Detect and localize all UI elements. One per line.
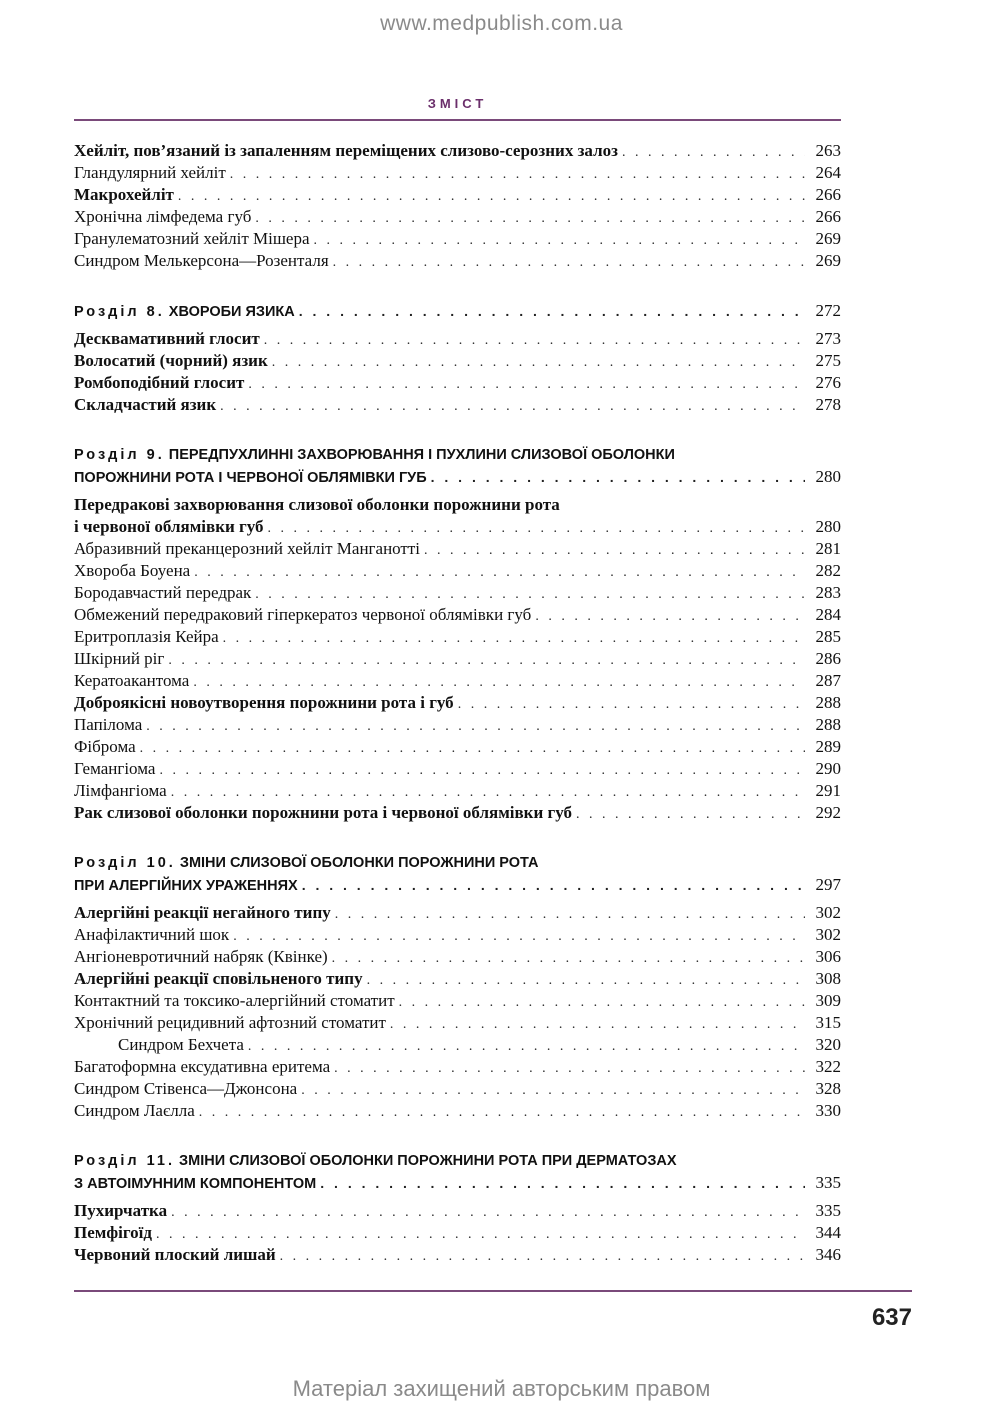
leader-dots bbox=[622, 142, 805, 164]
chapter-title-line2: ПОРОЖНИНИ РОТА І ЧЕРВОНОЇ ОБЛЯМІВКИ ГУБ bbox=[74, 470, 427, 486]
toc-entry[interactable] bbox=[74, 1012, 841, 1034]
entry-title: Обмежений передраковий гіперкератоз червоної облямівки губ bbox=[74, 605, 532, 624]
entry-page: 288 bbox=[815, 693, 841, 712]
toc-entry[interactable] bbox=[74, 538, 841, 560]
watermark-url: www.medpublish.com.ua bbox=[380, 12, 623, 35]
entry-page: 320 bbox=[815, 1035, 841, 1054]
leader-dots bbox=[576, 804, 805, 826]
entry-title: Синдром Лаєлла bbox=[74, 1101, 195, 1120]
leader-dots bbox=[171, 782, 805, 804]
entry-title: Передракові захворювання слизової оболонки порожнини рота bbox=[74, 495, 560, 514]
leader-dots bbox=[390, 1014, 805, 1036]
toc-entry[interactable] bbox=[74, 350, 841, 372]
entry-page: 269 bbox=[815, 251, 841, 270]
chapter-page: 335 bbox=[815, 1173, 841, 1192]
entry-page: 306 bbox=[815, 947, 841, 966]
entry-title: Складчастий язик bbox=[74, 395, 217, 414]
chapter-entry-line2[interactable] bbox=[74, 466, 841, 488]
entry-page: 264 bbox=[815, 163, 841, 182]
leader-dots bbox=[301, 1080, 805, 1102]
chapter-entry-line2[interactable] bbox=[74, 874, 841, 896]
toc-entry[interactable] bbox=[74, 626, 841, 648]
toc-entry[interactable] bbox=[74, 648, 841, 670]
toc-entry[interactable] bbox=[74, 1222, 841, 1244]
leader-dots bbox=[194, 562, 805, 584]
entry-title: Абразивний преканцерозний хейліт Манганотті bbox=[74, 539, 421, 558]
toc-entry[interactable] bbox=[74, 206, 841, 228]
chapter-label: Розділ 10. bbox=[74, 855, 176, 871]
leader-dots bbox=[399, 992, 805, 1014]
leader-dots bbox=[424, 540, 805, 562]
toc-entry[interactable] bbox=[74, 162, 841, 184]
toc-entry-line2[interactable] bbox=[74, 516, 841, 538]
toc-entry[interactable] bbox=[74, 1056, 841, 1078]
leader-dots bbox=[332, 948, 805, 970]
entry-title: Шкірний ріг bbox=[74, 649, 165, 668]
entry-page: 282 bbox=[815, 561, 841, 580]
toc-entry[interactable] bbox=[74, 902, 841, 924]
leader-dots bbox=[302, 874, 805, 896]
chapter-title-line2: ПРИ АЛЕРГІЙНИХ УРАЖЕННЯХ bbox=[74, 878, 298, 894]
entry-page: 281 bbox=[815, 539, 841, 558]
toc-entry[interactable] bbox=[74, 714, 841, 736]
entry-page: 273 bbox=[815, 329, 841, 348]
chapter-page: 280 bbox=[815, 467, 841, 486]
entry-page: 288 bbox=[815, 715, 841, 734]
toc-entry[interactable] bbox=[74, 1078, 841, 1100]
leader-dots bbox=[333, 252, 805, 274]
leader-dots bbox=[320, 1172, 805, 1194]
bottom-divider bbox=[74, 1290, 912, 1292]
entry-title: Гемангіома bbox=[74, 759, 156, 778]
toc-entry[interactable] bbox=[74, 692, 841, 714]
leader-dots bbox=[458, 694, 805, 716]
entry-title: Хвороба Боуена bbox=[74, 561, 191, 580]
entry-page: 291 bbox=[815, 781, 841, 800]
leader-dots bbox=[156, 1224, 805, 1246]
leader-dots bbox=[280, 1246, 805, 1268]
entry-title: Синдром Бехчета bbox=[118, 1035, 244, 1054]
entry-title: Пемфігоїд bbox=[74, 1223, 152, 1242]
entry-title: Червоний плоский лишай bbox=[74, 1245, 276, 1264]
entry-page: 302 bbox=[815, 925, 841, 944]
chapter-page: 297 bbox=[815, 875, 841, 894]
entry-title: Синдром Мелькерсона—Розенталя bbox=[74, 251, 329, 270]
leader-dots bbox=[299, 300, 805, 322]
entry-page: 285 bbox=[815, 627, 841, 646]
leader-dots bbox=[248, 1036, 805, 1058]
toc-entry[interactable] bbox=[74, 1100, 841, 1122]
leader-dots bbox=[171, 1202, 805, 1224]
toc-entry[interactable] bbox=[74, 604, 841, 626]
leader-dots bbox=[168, 650, 805, 672]
toc-entry[interactable] bbox=[74, 802, 841, 824]
leader-dots bbox=[264, 330, 805, 352]
entry-page: 286 bbox=[815, 649, 841, 668]
section-heading: ЗМІСТ bbox=[427, 96, 488, 111]
entry-page: 269 bbox=[815, 229, 841, 248]
entry-page: 315 bbox=[815, 1013, 841, 1032]
entry-title: Гландулярний хейліт bbox=[74, 163, 226, 182]
toc-entry[interactable] bbox=[74, 1200, 841, 1222]
toc-entry[interactable] bbox=[74, 582, 841, 604]
chapter-label: Розділ 8. bbox=[74, 304, 165, 320]
entry-title: Доброякісні новоутворення порожнини рота і губ bbox=[74, 693, 454, 712]
entry-title: Контактний та токсико-алергійний стоматит bbox=[74, 991, 395, 1010]
leader-dots bbox=[335, 904, 805, 926]
entry-page: 276 bbox=[815, 373, 841, 392]
leader-dots bbox=[268, 518, 805, 540]
toc-entry[interactable] bbox=[74, 780, 841, 802]
leader-dots bbox=[223, 628, 805, 650]
leader-dots bbox=[248, 374, 805, 396]
chapter-title-line1: ЗМІНИ СЛИЗОВОЇ ОБОЛОНКИ ПОРОЖНИНИ РОТА ПРИ ДЕРМАТОЗАХ bbox=[179, 1153, 677, 1169]
entry-page: 346 bbox=[815, 1245, 841, 1264]
toc-entry[interactable] bbox=[74, 990, 841, 1012]
top-divider bbox=[74, 119, 841, 121]
entry-title: Лімфангіома bbox=[74, 781, 167, 800]
entry-page: 328 bbox=[815, 1079, 841, 1098]
chapter-entry[interactable] bbox=[74, 300, 841, 322]
entry-page: 266 bbox=[815, 185, 841, 204]
leader-dots bbox=[431, 466, 805, 488]
toc-entry[interactable] bbox=[74, 560, 841, 582]
leader-dots bbox=[178, 186, 805, 208]
toc-entry[interactable] bbox=[74, 372, 841, 394]
leader-dots bbox=[272, 352, 805, 374]
entry-title: Макрохейліт bbox=[74, 185, 174, 204]
entry-title: Десквамативний глосит bbox=[74, 329, 260, 348]
toc-entry[interactable] bbox=[74, 968, 841, 990]
leader-dots bbox=[314, 230, 805, 252]
entry-title: Кератоакантома bbox=[74, 671, 190, 690]
toc-entry[interactable] bbox=[74, 670, 841, 692]
table-of-contents bbox=[74, 140, 841, 1266]
entry-title: Гранулематозний хейліт Мішера bbox=[74, 229, 310, 248]
entry-title: Рак слизової оболонки порожнини рота і червоної облямівки губ bbox=[74, 803, 573, 822]
entry-page: 309 bbox=[815, 991, 841, 1010]
leader-dots bbox=[255, 208, 805, 230]
toc-entry[interactable] bbox=[74, 184, 841, 206]
chapter-label: Розділ 11. bbox=[74, 1153, 176, 1169]
entry-page: 275 bbox=[815, 351, 841, 370]
entry-title: Алергійні реакції негайного типу bbox=[74, 903, 331, 922]
entry-page: 308 bbox=[815, 969, 841, 988]
leader-dots bbox=[334, 1058, 805, 1080]
entry-page: 284 bbox=[815, 605, 841, 624]
entry-page: 283 bbox=[815, 583, 841, 602]
toc-entry[interactable] bbox=[74, 1244, 841, 1266]
entry-title: Хронічна лімфедема губ bbox=[74, 207, 252, 226]
toc-entry[interactable] bbox=[74, 140, 841, 162]
leader-dots bbox=[146, 716, 805, 738]
chapter-page: 272 bbox=[815, 301, 841, 320]
chapter-entry-line1[interactable] bbox=[74, 444, 841, 466]
entry-page: 344 bbox=[815, 1223, 841, 1242]
toc-entry[interactable] bbox=[74, 758, 841, 780]
entry-title: Синдром Стівенса—Джонсона bbox=[74, 1079, 298, 1098]
leader-dots bbox=[193, 672, 805, 694]
entry-title: Пухирчатка bbox=[74, 1201, 168, 1220]
leader-dots bbox=[535, 606, 805, 628]
entry-page: 263 bbox=[815, 141, 841, 160]
entry-page: 322 bbox=[815, 1057, 841, 1076]
toc-entry[interactable] bbox=[74, 736, 841, 758]
entry-title: Бородавчастий передрак bbox=[74, 583, 252, 602]
entry-title: Фіброма bbox=[74, 737, 136, 756]
chapter-title-line1: ПЕРЕДПУХЛИННІ ЗАХВОРЮВАННЯ І ПУХЛИНИ СЛИЗОВОЇ ОБОЛОНКИ bbox=[168, 447, 675, 463]
entry-title: Багатоформна ексудативна еритема bbox=[74, 1057, 331, 1076]
leader-dots bbox=[220, 396, 805, 418]
toc-entry[interactable] bbox=[74, 924, 841, 946]
entry-title: Волосатий (чорний) язик bbox=[74, 351, 268, 370]
entry-title: Папілома bbox=[74, 715, 143, 734]
leader-dots bbox=[199, 1102, 805, 1124]
toc-entry[interactable] bbox=[74, 1034, 841, 1056]
toc-entry[interactable] bbox=[74, 250, 841, 272]
entry-page: 289 bbox=[815, 737, 841, 756]
entry-page: 330 bbox=[815, 1101, 841, 1120]
chapter-entry-line2[interactable] bbox=[74, 1172, 841, 1194]
chapter-entry-line1[interactable] bbox=[74, 852, 841, 874]
entry-title: Алергійні реакції сповільненого типу bbox=[74, 969, 363, 988]
entry-title: Еритроплазія Кейра bbox=[74, 627, 219, 646]
leader-dots bbox=[140, 738, 805, 760]
entry-title: і червоної облямівки губ bbox=[74, 517, 264, 536]
entry-page: 292 bbox=[815, 803, 841, 822]
leader-dots bbox=[367, 970, 805, 992]
entry-page: 302 bbox=[815, 903, 841, 922]
entry-page: 335 bbox=[815, 1201, 841, 1220]
entry-page: 290 bbox=[815, 759, 841, 778]
copyright-watermark: Матеріал захищений авторським правом bbox=[292, 1376, 711, 1401]
page-number: 637 bbox=[871, 1304, 912, 1331]
chapter-title: ХВОРОБИ ЯЗИКА bbox=[168, 304, 295, 320]
leader-dots bbox=[159, 760, 805, 782]
entry-title: Хейліт, пов’язаний із запаленням переміщених слизово-серозних залоз bbox=[74, 141, 618, 160]
leader-dots bbox=[230, 164, 805, 186]
toc-entry[interactable] bbox=[74, 328, 841, 350]
entry-page: 287 bbox=[815, 671, 841, 690]
entry-title: Анафілактичний шок bbox=[74, 925, 230, 944]
leader-dots bbox=[255, 584, 805, 606]
entry-page: 280 bbox=[815, 517, 841, 536]
chapter-title-line1: ЗМІНИ СЛИЗОВОЇ ОБОЛОНКИ ПОРОЖНИНИ РОТА bbox=[179, 855, 539, 871]
toc-entry-line1[interactable] bbox=[74, 494, 841, 516]
entry-page: 278 bbox=[815, 395, 841, 414]
toc-entry[interactable] bbox=[74, 228, 841, 250]
chapter-label: Розділ 9. bbox=[74, 447, 165, 463]
chapter-entry-line1[interactable] bbox=[74, 1150, 841, 1172]
toc-entry[interactable] bbox=[74, 394, 841, 416]
entry-title: Ромбоподібний глосит bbox=[74, 373, 245, 392]
leader-dots bbox=[233, 926, 805, 948]
entry-title: Ангіоневротичний набряк (Квінке) bbox=[74, 947, 328, 966]
toc-entry[interactable] bbox=[74, 946, 841, 968]
chapter-title-line2: З АВТОІМУННИМ КОМПОНЕНТОМ bbox=[74, 1176, 317, 1192]
entry-title: Хронічний рецидивний афтозний стоматит bbox=[74, 1013, 386, 1032]
entry-page: 266 bbox=[815, 207, 841, 226]
